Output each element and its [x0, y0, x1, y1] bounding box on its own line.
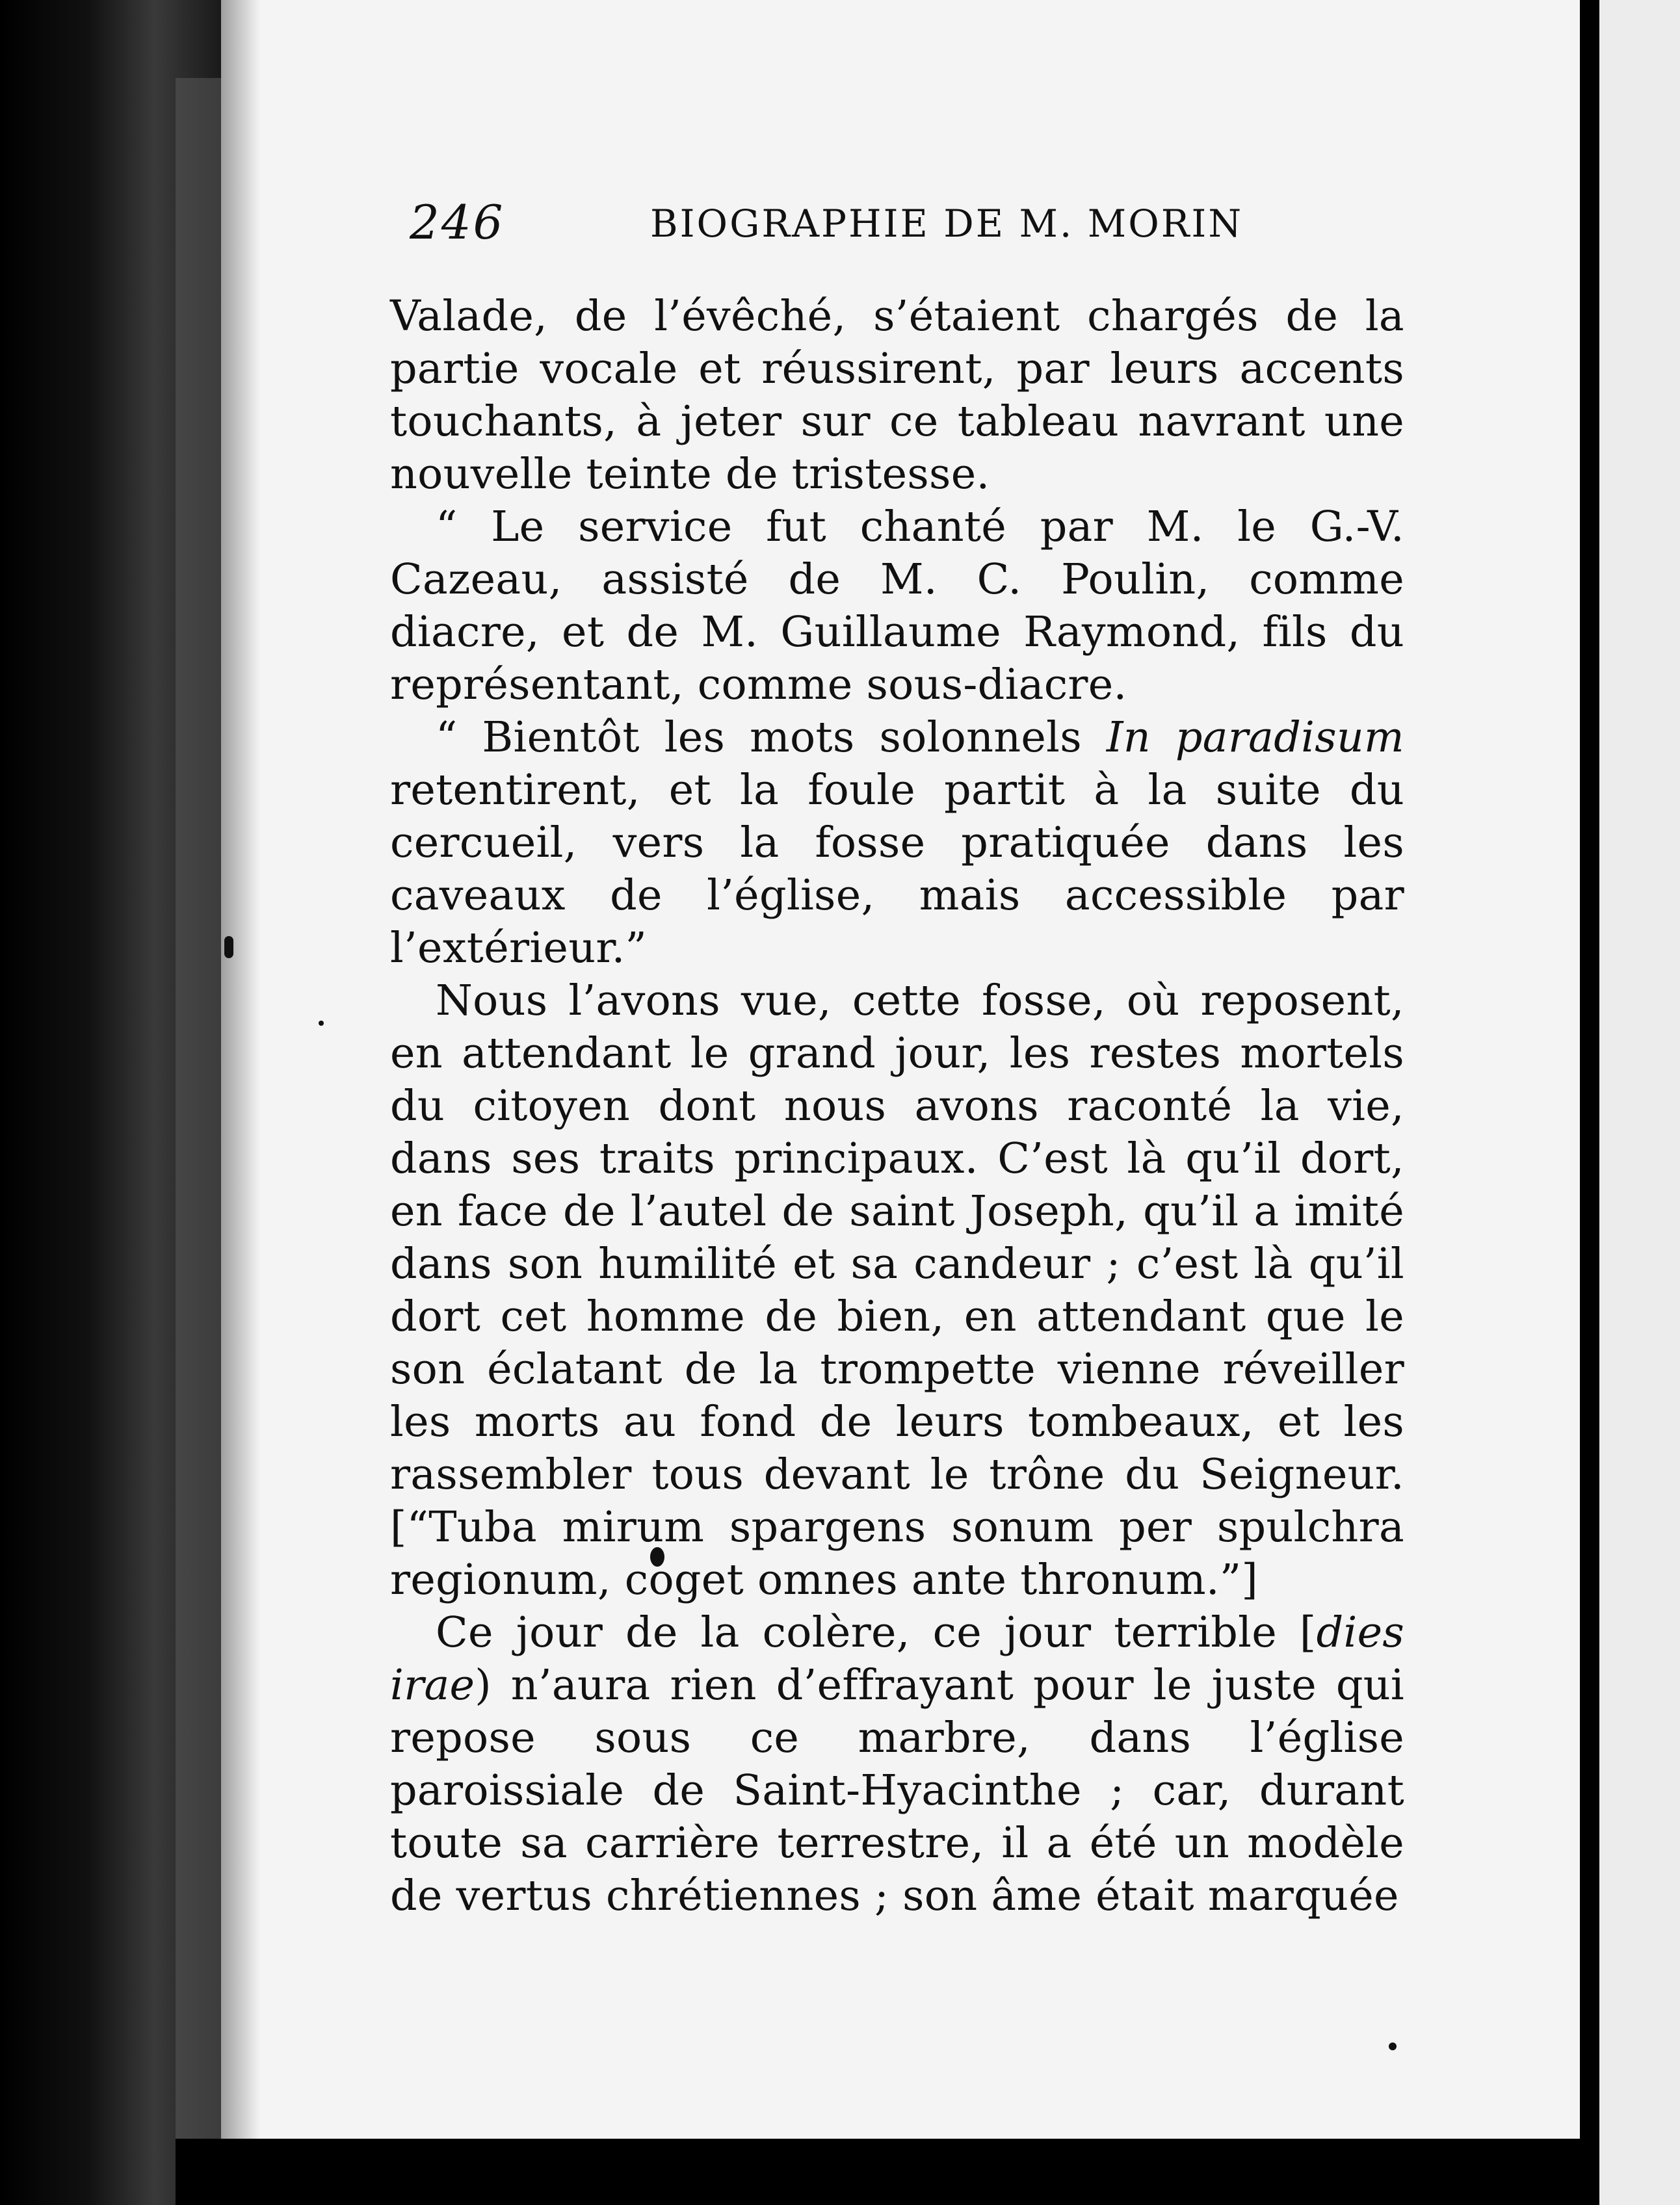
paragraph [390, 290, 1404, 501]
body-text [390, 290, 1404, 1922]
paragraph [390, 1606, 1404, 1922]
paragraph-text: Valade, de l’évêché, s’étaient chargés de la partie vocale et réussirent, par leurs accents touchants, à jeter sur ce tableau navrant une nouvelle teinte de tristesse. [390, 292, 1404, 499]
printed-page [390, 195, 1404, 1922]
paragraph-text: Nous l’avons vue, cette fosse, où reposent, en attendant le grand jour, les restes mortels du citoyen dont nous avons raconté la vie, dans ses traits principaux. C’est là qu’il dort, en face de l’autel de saint Joseph, qu’il a imité dans son humilité et sa candeur ; c’est là qu’il dort cet homme de bien, en attendant que le son éclatant de la trompette vienne réveiller les morts au fond de leurs tombeaux, et les rassembler tous devant le trône du Seigneur. [“Tuba mirum spargens sonum per spulchra regionum, coget omnes ante thronum.”] [390, 976, 1404, 1604]
gutter-shadow [221, 0, 260, 2145]
paragraph-text: Ce jour de la colère, ce jour terrible [ [436, 1608, 1317, 1657]
paragraph [390, 974, 1404, 1606]
bottom-margin [176, 2139, 1599, 2205]
latin-phrase: dies irae [390, 1608, 1404, 1710]
paragraph [390, 501, 1404, 711]
page-edge [1580, 0, 1599, 2205]
page-header [390, 195, 1404, 260]
running-head: BIOGRAPHIE DE M. MORIN [650, 202, 1244, 246]
page-number: 246 [410, 195, 505, 250]
ink-speck [1389, 2042, 1397, 2050]
spine-edge [176, 78, 221, 2158]
paragraph-text: “ Le service fut chanté par M. le G.-V. Cazeau, assisté de M. C. Poulin, comme diacre, et de M. Guillaume Raymond, fils du représentant, comme sous-diacre. [390, 502, 1404, 709]
paragraph-text: retentirent, et la foule partit à la suite du cercueil, vers la fosse pratiquée dans les caveaux de l’église, mais accessible par l’extérieur.” [390, 766, 1404, 972]
adjacent-page [1599, 0, 1680, 2205]
paragraph-text: ) n’aura rien d’effrayant pour le juste qui repose sous ce marbre, dans l’église paroissiale de Saint-Hyacinthe ; car, durant toute sa carrière terrestre, il a été un modèle de vertus chrétiennes ; son âme était marquée [390, 1661, 1404, 1920]
paragraph-text: “ Bientôt les mots solonnels [436, 713, 1107, 762]
latin-phrase: In paradisum [1106, 713, 1404, 762]
ink-speck [224, 936, 233, 958]
ink-speck [319, 1021, 324, 1026]
paragraph [390, 711, 1404, 974]
